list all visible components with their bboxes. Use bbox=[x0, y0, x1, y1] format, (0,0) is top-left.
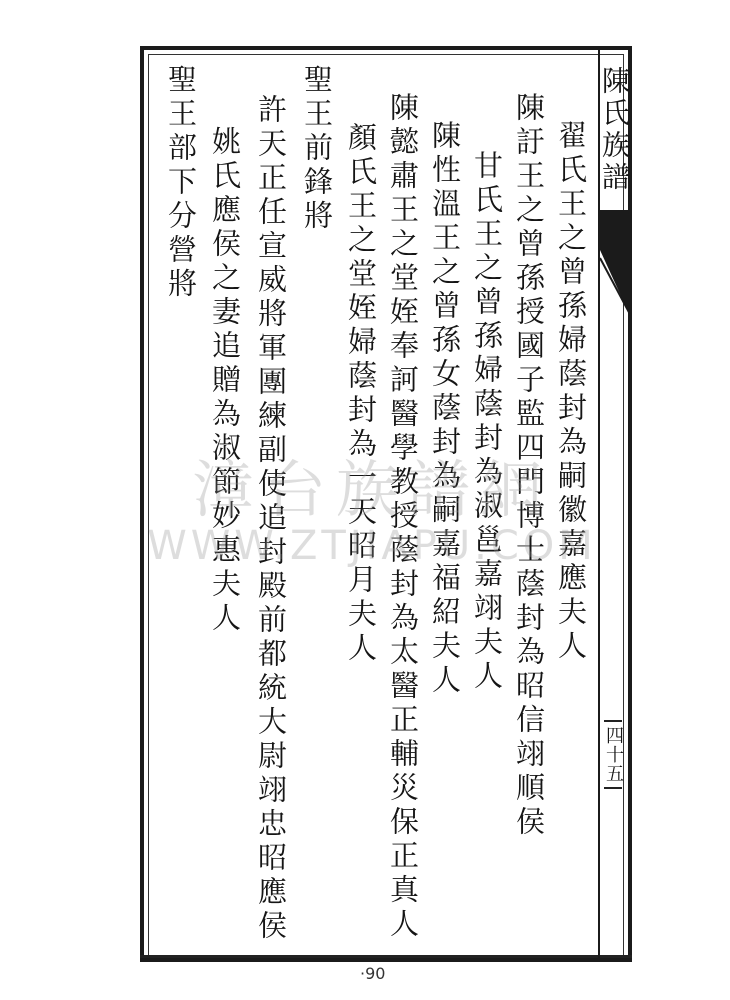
genealogy-column-8: 姚氏應侯之妻追贈為淑節妙惠夫人 bbox=[208, 126, 242, 636]
genealogy-column-5: 陳懿肅王之堂姪奉訶醫學教授蔭封為太醫正輔災保正真人 bbox=[386, 92, 420, 942]
leaf-number: 四十五 bbox=[604, 720, 622, 789]
book-title: 陳氏族譜 bbox=[598, 66, 631, 194]
watermark-english: WWW.ZTJIAPU.COM bbox=[147, 523, 597, 569]
genealogy-column-7: 許天正任宣威將軍團練副使追封殿前都統大尉翊忠昭應侯 bbox=[254, 94, 288, 944]
fish-tail-mark-icon bbox=[600, 210, 632, 320]
genealogy-column-2: 陳訏王之曾孫授國子監四門博士蔭封為昭信翊順侯 bbox=[512, 92, 546, 840]
genealogy-column-1: 翟氏王之曾孫婦蔭封為嗣徽嘉應夫人 bbox=[554, 120, 588, 664]
watermark-chinese: 漳台族譜網 bbox=[191, 453, 552, 526]
genealogy-column-4: 陳性溫王之曾孫女蔭封為嗣嘉福紹夫人 bbox=[428, 120, 462, 698]
section-heading-vanguard: 聖王前鋒將 bbox=[300, 64, 334, 234]
genealogy-column-3: 甘氏王之曾孫婦蔭封為淑邕嘉翊夫人 bbox=[470, 150, 504, 694]
page-number: ·90 bbox=[360, 964, 386, 983]
section-heading-division: 聖王部下分營將 bbox=[164, 64, 198, 302]
genealogy-column-6: 顏氏王之堂姪婦蔭封為一天昭月夫人 bbox=[344, 122, 378, 666]
bottom-rule bbox=[140, 955, 632, 958]
